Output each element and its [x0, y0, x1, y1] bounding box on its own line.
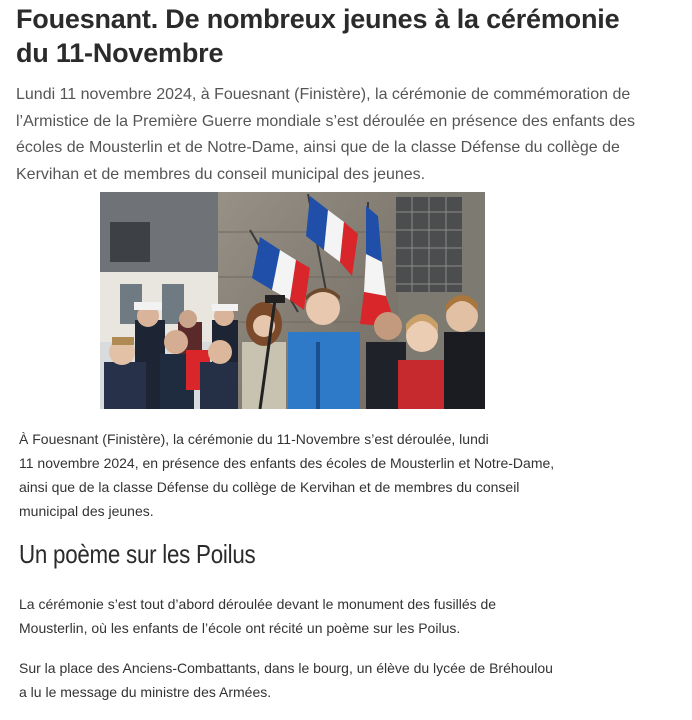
article-title-line-1: Fouesnant. De nombreux jeunes à la cérémonie — [16, 4, 620, 34]
article-title — [16, 2, 686, 70]
paragraph-2 — [19, 656, 659, 704]
article-lead: Lundi 11 novembre 2024, à Fouesnant (Finistère), la cérémonie de commémoration de l’Armistice de la Première Guerre mondiale s’est déroulée en présence des enfants des écoles de Mousterlin et de Notre-Dame, ainsi que de la classe Défense du collège de Kervihan et de membres du conseil municipal des jeunes. — [16, 86, 635, 183]
photo-caption — [19, 427, 639, 523]
paragraph-2-line-1: Sur la place des Anciens-Combattants, dans le bourg, un élève du lycée de Bréhoulou — [19, 660, 553, 676]
article-title-line-2: du 11-Novembre — [16, 38, 224, 68]
photo-caption-line-3: ainsi que de la classe Défense du collège de Kervihan et de membres du conseil — [19, 479, 520, 495]
paragraph-1 — [19, 592, 659, 640]
ceremony-photo — [100, 192, 485, 409]
paragraph-2-line-2: a lu le message du ministre des Armées. — [19, 684, 272, 700]
photo-caption-line-1: À Fouesnant (Finistère), la cérémonie du 11-Novembre s’est déroulée, lundi — [19, 431, 489, 447]
paragraph-1-line-1: La cérémonie s’est tout d’abord déroulée devant le monument des fusillés de — [19, 596, 497, 612]
photo-caption-line-2: 11 novembre 2024, en présence des enfants des écoles de Mousterlin et Notre-Dame, — [19, 455, 555, 471]
ceremony-photo-illustration — [100, 192, 485, 409]
photo-caption-line-4: municipal des jeunes. — [19, 503, 154, 519]
paragraph-1-line-2: Mousterlin, où les enfants de l’école ont récité un poème sur les Poilus. — [19, 620, 461, 636]
section-heading: Un poème sur les Poilus — [19, 539, 256, 569]
